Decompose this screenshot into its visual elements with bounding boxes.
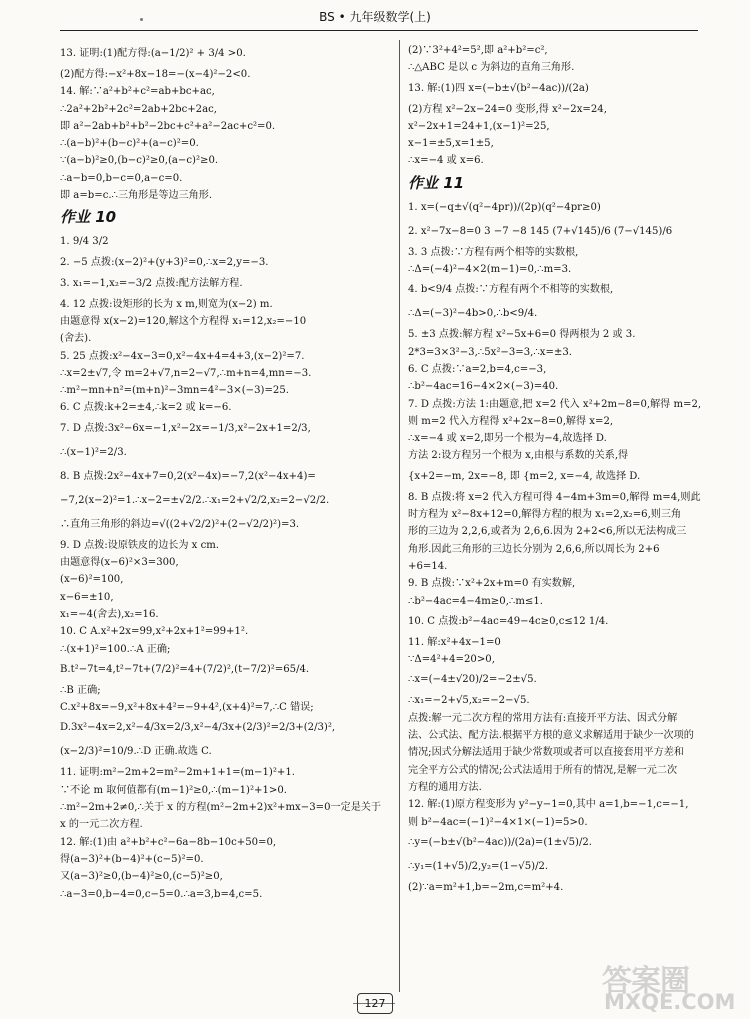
answer-line: 3. x₁=−1,x₂=−3/2 点拨:配方法解方程. xyxy=(60,277,243,289)
answer-line: 完全平方公式的情况;公式法适用于所有的情况,是解一元二次 xyxy=(408,764,678,776)
answer-line: ∴a−3=0,b−4=0,c−5=0.∴a=3,b=4,c=5. xyxy=(60,888,263,900)
watermark-logo xyxy=(596,956,746,1016)
answer-line: 得(a−3)²+(b−4)²+(c−5)²=0. xyxy=(60,853,204,865)
answer-line: (2)∵a=m²+1,b=−2m,c=m²+4. xyxy=(408,881,564,893)
answer-line: 5. ±3 点拨:解方程 x²−5x+6=0 得两根为 2 或 3. xyxy=(408,329,636,341)
answer-line: ∴x₁=−2+√5,x₂=−2−√5. xyxy=(408,695,530,707)
answer-line: (x−6)²=100, xyxy=(60,574,124,586)
answer-line: 7. D 点拨:方法 1:由题意,把 x=2 代入 x²+2m−8=0,解得 m=2, xyxy=(408,398,702,410)
answer-line: 情况;因式分解法适用于缺少常数项或者可以直接套用平方差和 xyxy=(408,747,684,759)
answer-line: ∴m²−2m+2≠0,∴关于 x 的方程(m²−2m+2)x²+mx−3=0一定是关于 xyxy=(60,802,381,814)
answer-line: 又(a−3)²≥0,(b−4)²≥0,(c−5)²≥0, xyxy=(60,871,223,883)
watermark-text-top: 答案圈 xyxy=(602,964,689,999)
answer-line: 11. 解:x²+4x−1=0 xyxy=(408,636,501,648)
answer-line: x 的一元二次方程. xyxy=(60,819,143,831)
answer-line: 1. x=(−q±√(q²−4pr))/(2p)(q²−4pr≥0) xyxy=(408,201,601,213)
section-title: 作业 11 xyxy=(408,173,465,192)
answer-line: x²−2x+1=24+1,(x−1)²=25, xyxy=(408,120,550,132)
answer-line: B.t²−7t=4,t²−7t+(7/2)²=4+(7/2)²,(t−7/2)²=65/4. xyxy=(60,663,310,675)
answer-line: 3. 3 点拨:∵方程有两个相等的实数根, xyxy=(408,246,579,258)
watermark-text-bottom: MXQE.COM xyxy=(604,990,736,1014)
answer-line: 由题意得(x−6)²×3=300, xyxy=(60,557,179,569)
scan-dot xyxy=(140,18,143,21)
answer-line: ∴2a²+2b²+2c²=2ab+2bc+2ac, xyxy=(60,103,217,115)
answer-line: ∵(a−b)²≥0,(b−c)²≥0,(a−c)²≥0. xyxy=(60,155,219,167)
answer-line: 时方程为 x²−8x+12=0,解得方程的根为 x₁=2,x₂=6,则三角 xyxy=(408,509,682,521)
answer-line: 方法 2:设方程另一个根为 x,由根与系数的关系,得 xyxy=(408,450,629,462)
answer-line: 由题意得 x(x−2)=120,解这个方程得 x₁=12,x₂=−10 xyxy=(60,315,307,327)
answer-line: 6. C 点拨:∵a=2,b=4,c=−3, xyxy=(408,363,547,375)
answer-line: 9. D 点拨:设原铁皮的边长为 x cm. xyxy=(60,539,220,551)
answer-line: ∴y₁=(1+√5)/2,y₂=(1−√5)/2. xyxy=(408,860,549,872)
answer-line: ∴y=(−b±√(b²−4ac))/(2a)=(1±√5)/2. xyxy=(408,836,593,848)
answer-line: ∴x=−4 或 x=6. xyxy=(408,155,484,167)
answer-line: 6. C 点拨:k+2=±4,∴k=2 或 k=−6. xyxy=(60,402,232,414)
answer-line: ∴a−b=0,b−c=0,a−c=0. xyxy=(60,172,183,184)
answer-line: ∴△ABC 是以 c 为斜边的直角三角形. xyxy=(408,62,575,74)
answer-line: 形的三边为 2,2,6,或者为 2,6,6.因为 2+2<6,所以无法构成三 xyxy=(408,526,687,538)
answer-line: 即 a²−2ab+b²+b²−2bc+c²+a²−2ac+c²=0. xyxy=(60,120,276,132)
answer-line: (舍去). xyxy=(60,333,92,345)
answer-line: 即 a=b=c.∴三角形是等边三角形. xyxy=(60,190,213,202)
page-number: 127 xyxy=(357,993,393,1014)
header-title: BS • 九年级数学(上) xyxy=(319,10,431,24)
answer-line: ∴m²−mn+n²=(m+n)²−3mn=4²−3×(−3)=25. xyxy=(60,385,289,397)
answer-line: ∴Δ=(−4)²−4×2(m−1)=0,∴m=3. xyxy=(408,264,572,276)
answer-line: x−1=±5,x=1±5, xyxy=(408,138,494,150)
answer-line: ∵不论 m 取何值都有(m−1)²≥0,∴(m−1)²+1>0. xyxy=(60,784,287,796)
answer-line: 7. D 点拨:3x²−6x=−1,x²−2x=−1/3,x²−2x+1=2/3, xyxy=(60,422,311,434)
answer-line: ∴x=(−4±√20)/2=−2±√5. xyxy=(408,674,537,686)
answer-line: 1. 9/4 3/2 xyxy=(60,236,109,248)
answer-line: ∴Δ=(−3)²−4b>0,∴b<9/4. xyxy=(408,308,538,320)
answer-line: 2*3=3×3²−3,∴5x²−3=3,∴x=±3. xyxy=(408,346,572,358)
header-rule xyxy=(60,30,698,31)
answer-line: 2. x²−7x−8=0 3 −7 −8 145 (7+√145)/6 (7−√145)/6 xyxy=(408,225,673,237)
answer-line: 则 b²−4ac=(−1)²−4×1×(−1)=5>0. xyxy=(408,816,588,828)
answer-line: x₁=−4(舍去),x₂=16. xyxy=(60,608,159,620)
answer-line: 点拨:解一元二次方程的常用方法有:直接开平方法、因式分解 xyxy=(408,712,678,724)
answer-line: 则 m=2 代入方程得 x²+2x−8=0,解得 x=2, xyxy=(408,415,614,427)
answer-line: ∴(a−b)²+(b−c)²+(a−c)²=0. xyxy=(60,138,199,150)
answer-line: C.x²+8x=−9,x²+8x+4²=−9+4²,(x+4)²=7,∴C 错误; xyxy=(60,702,314,714)
answer-line: ∴x=−4 或 x=2,即另一个根为−4,故选择 D. xyxy=(408,433,607,445)
answer-line: x−6=±10, xyxy=(60,591,114,603)
answer-line: 14. 解:∵a²+b²+c²=ab+bc+ac, xyxy=(60,86,215,98)
answer-line: 13. 证明:(1)配方得:(a−1/2)² + 3/4 >0. xyxy=(60,48,246,59)
answer-line: 5. 25 点拨:x²−4x−3=0,x²−4x+4=4+3,(x−2)²=7. xyxy=(60,350,305,362)
answer-line: (x−2/3)²=10/9.∴D 正确.故选 C. xyxy=(60,746,212,758)
answer-line: 11. 证明:m²−2m+2=m²−2m+1+1=(m−1)²+1. xyxy=(60,767,295,779)
answer-line: D.3x²−4x=2,x²−4/3x=2/3,x²−4/3x+(2/3)²=2/3+(2/3)², xyxy=(60,722,336,734)
answer-line: 8. B 点拨:2x²−4x+7=0,2(x²−4x)=−7,2(x²−4x+4)= xyxy=(60,470,316,482)
answer-line: 角形.因此三角形的三边长分别为 2,6,6,所以周长为 2+6 xyxy=(408,543,660,555)
column-divider xyxy=(399,40,400,992)
right-column xyxy=(408,42,740,986)
answer-line: 9. B 点拨:∵x²+2x+m=0 有实数解, xyxy=(408,578,576,590)
answer-line: +6=14. xyxy=(408,560,448,572)
answer-line: 4. 12 点拨:设矩形的长为 x m,则宽为(x−2) m. xyxy=(60,298,273,310)
answer-line: 法、公式法、配方法.根据平方根的意义求解适用于缺少一次项的 xyxy=(408,730,694,742)
answer-line: 10. C 点拨:b²−4ac=49−4c≥0,c≤12 1/4. xyxy=(408,615,609,627)
answer-line: 10. C A.x²+2x=99,x²+2x+1²=99+1². xyxy=(60,626,249,638)
page-header xyxy=(0,8,750,30)
answer-line: −7,2(x−2)²=1.∴x−2=±√2/2.∴x₁=2+√2/2,x₂=2−√2/2. xyxy=(60,494,330,506)
answer-line: ∴b²−4ac=4−4m≥0,∴m≤1. xyxy=(408,595,543,607)
answer-line: ∵Δ=4²+4=20>0, xyxy=(408,654,495,666)
answer-line: 13. 解:(1)四 x=(−b±√(b²−4ac))/(2a) xyxy=(408,82,589,94)
answer-line: (2)方程 x²−2x−24=0 变形,得 x²−2x=24, xyxy=(408,103,607,115)
answer-line: 2. −5 点拨:(x−2)²+(y+3)²=0,∴x=2,y=−3. xyxy=(60,257,269,269)
answer-line: ∴B 正确; xyxy=(60,684,101,696)
answer-line: ∴直角三角形的斜边=√((2+√2/2)²+(2−√2/2)²)=3. xyxy=(60,518,300,530)
section-title: 作业 10 xyxy=(60,208,117,227)
answer-line: (2)∵3²+4²=5²,即 a²+b²=c², xyxy=(408,45,548,56)
answer-line: 8. B 点拨:将 x=2 代入方程可得 4−4m+3m=0,解得 m=4,则此 xyxy=(408,491,701,503)
answer-line: 方程的通用方法. xyxy=(408,781,482,793)
answer-line: (2)配方得:−x²+8x−18=−(x−4)²−2<0. xyxy=(60,69,251,80)
answer-line: ∴(x−1)²=2/3. xyxy=(60,446,127,458)
answer-line: {x+2=−m, 2x=−8, 即 {m=2, x=−4, 故选择 D. xyxy=(408,470,641,482)
left-column xyxy=(60,42,390,986)
answer-line: 4. b<9/4 点拨:∵方程有两个不相等的实数根, xyxy=(408,284,614,296)
answer-line: ∴b²−4ac=16−4×2×(−3)=40. xyxy=(408,381,559,393)
answer-line: 12. 解:(1)原方程变形为 y²−y−1=0,其中 a=1,b=−1,c=−1, xyxy=(408,799,689,811)
answer-line: 12. 解:(1)由 a²+b²+c²−6a−8b−10c+50=0, xyxy=(60,836,277,848)
answer-line: ∴(x+1)²=100.∴A 正确; xyxy=(60,643,171,655)
answer-line: ∴x=2±√7,令 m=2+√7,n=2−√7,∴m+n=4,mn=−3. xyxy=(60,367,312,379)
